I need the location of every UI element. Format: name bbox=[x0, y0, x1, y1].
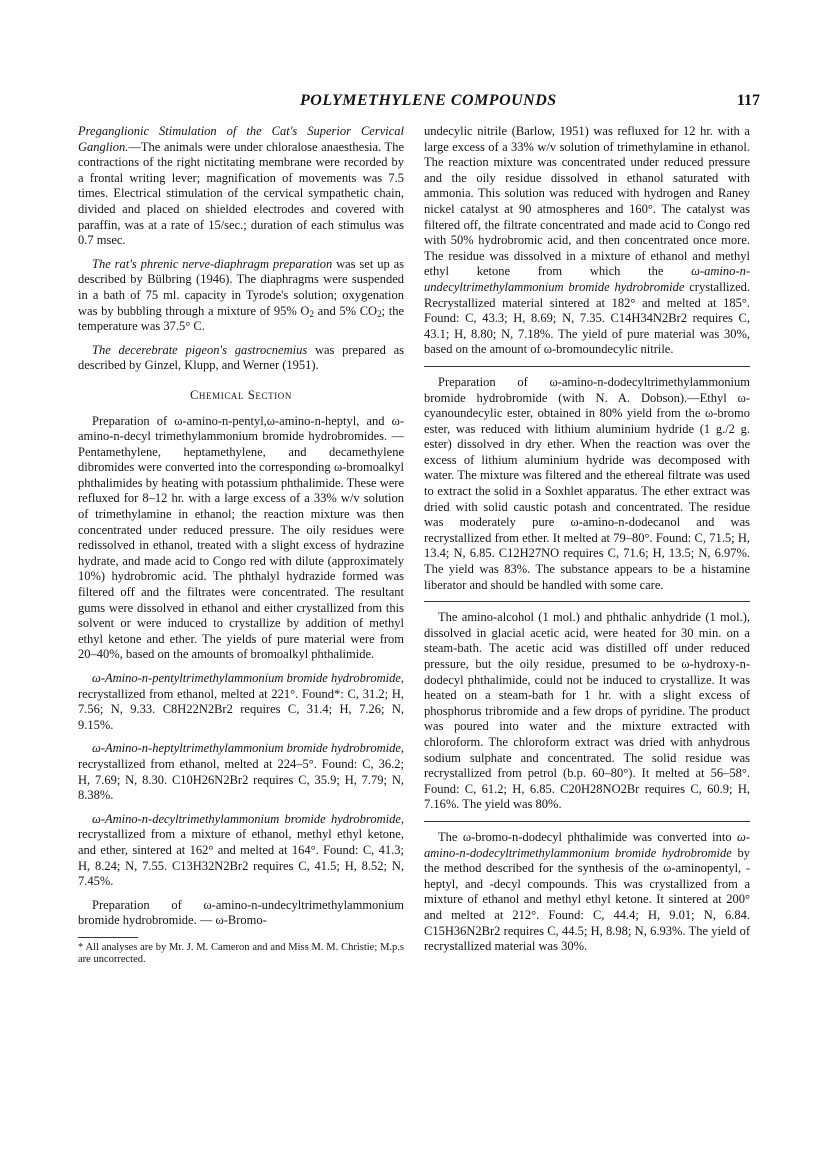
right-column bbox=[424, 124, 750, 963]
paragraph-divider bbox=[424, 366, 750, 367]
paragraph-dodecyl-conversion bbox=[424, 830, 750, 955]
footnote: * All analyses are by Mr. J. M. Cameron and and Miss M. M. Christie; M.p.s are uncorrected. bbox=[78, 941, 404, 966]
paragraph-body: The ω-bromo-n-dodecyl phthalimide was converted into bbox=[438, 829, 737, 844]
compound-name: ω-amino-n-undecyltrimethylammonium bromide hydrobromide bbox=[424, 264, 750, 294]
paragraph-body: by the method described for the synthesis of the ω-aminopentyl, -heptyl, and -decyl compounds. This was crystallized from a mixture of ethanol and methyl ethyl ketone. It sintered at 200° and melted at 212°. Found: C, 44.4; H, 9.01; N, 6.84. C15H36N2Br2 requires C, 44.5; H, 8.98; N, 6.93%. The yield of recrystallized material was 30%. bbox=[424, 845, 750, 954]
paragraph-body: and 5% CO bbox=[313, 303, 378, 318]
paragraph-decyl bbox=[78, 812, 404, 890]
paragraph-amino-alcohol: The amino-alcohol (1 mol.) and phthalic anhydride (1 mol.), dissolved in glacial acetic acid, were heated for 30 min. on a steam-bath. The acetic acid was distilled off under reduced pressure, but the oily residue, presumed to be ω-hydroxy-n-dodecyl phthalimide, could not be induced to crystallize. It was heated on a steam-bath for 1 hr. with a slight excess of phosphorus tribromide and a few drops of pyridine. The product was poured into water and the mixture extracted with chloroform. The chloroform extract was dried with anhydrous sodium sulphate and concentrated. The solid residue was recrystallized from petrol (b.p. 60–80°). It melted at 56–58°. Found: C, 61.2; H, 6.85. C20H28NO2Br requires C, 60.9; H, 7.16%. The yield was 80%. bbox=[424, 610, 750, 812]
page-header bbox=[60, 92, 760, 112]
compound-name: ω-Amino-n-pentyltrimethylammonium bromide hydrobromide bbox=[92, 671, 401, 685]
paragraph-preparation-general: Preparation of ω-amino-n-pentyl,ω-amino-n-heptyl, and ω-amino-n-decyl trimethylammonium bromide hydrobromides. — Pentamethylene, heptamethylene, and decamethylene dibromides were converted into the corresponding ω-bromoalkyl phthalimides by heating with potassium phthalimide. These were refluxed for 8–12 hr. with a large excess of a 33% w/v solution of trimethylamine in ethanol; the reaction mixture was then concentrated under reduced pressure. The oily residues were redissolved in ethanol, treated with a slight excess of hydrazine hydrate, and made acid to Congo red with dilute (approximately 10%) hydrobromic acid. The phthalyl hydrazide formed was filtered off and the filtrates were concentrated. The resultant gums were dissolved in ethanol and either crystallized from this solvent or were induced to crystallize by addition of methyl ethyl ketone and ether. The yields of pure material were from 20–40%, based on the amounts of bromoalkyl phthalimide. bbox=[78, 413, 404, 662]
paragraph-undecyl-continued bbox=[424, 124, 750, 358]
section-heading: Chemical Section bbox=[189, 387, 292, 402]
paragraph-undecyl-start: Preparation of ω-amino-n-undecyltrimethylammonium bromide hydrobromide. — ω-Bromo- bbox=[78, 897, 404, 928]
paragraph-body: ; the temperature was 37.5° C. bbox=[78, 303, 404, 334]
paragraph-lead: The rat's phrenic nerve-diaphragm preparation bbox=[92, 256, 333, 271]
compound-name: ω-Amino-n-decyltrimethylammonium bromide hydrobromide bbox=[92, 811, 401, 826]
paragraph-divider bbox=[424, 821, 750, 822]
paragraph-body: , recrystallized from a mixture of ethanol, methyl ethyl ketone, and ether, sintered at 162° and melted at 164°. Found: C, 41.3; H, 8.24; N, 7.55. C13H32N2Br2 requires C, 41.5; H, 8.52; N, 7.45%. bbox=[78, 811, 404, 889]
running-title: POLYMETHYLENE COMPOUNDS bbox=[300, 92, 557, 109]
paragraph-heptyl bbox=[78, 741, 404, 803]
paragraph-body: crystallized. Recrystallized material sintered at 182° and melted at 185°. Found: C, 43.3; H, 8.69; N, 7.35. C14H34N2Br2 requires C, 43.1; H, 8.80; N, 7.18%. The yield of pure material was 30%, based on the amount of ω-bromoundecylic nitrile. bbox=[424, 279, 750, 357]
footnote-divider bbox=[78, 937, 138, 938]
paragraph-dodecyl-preparation: Preparation of ω-amino-n-dodecyltrimethylammonium bromide hydrobromide (with N. A. Dobson).—Ethyl ω-cyanoundecylic ester, obtained in 80% yield from the ω-bromo ester, was reduced with lithium aluminium hydride (1 g./2 g. ester) dissolved in dry ether. When the reaction was over the excess of lithium aluminium hydride was decomposed with water. The mixture was filtered and the ethereal filtrate was used to extract the solid in a Soxhlet apparatus. The ether extract was dried with solid caustic potash and concentrated. The residue was moderately pure ω-amino-n-dodecanol and was recrystallized from ether. It melted at 79–80°. Found: C, 71.5; H, 13.4; N, 6.85. C12H27NO requires C, 71.6; H, 13.5; N, 6.97%. The yield was 83%. The substance appears to be a histamine liberator and should be handled with some care. bbox=[424, 374, 750, 592]
paragraph-pigeon bbox=[78, 343, 404, 374]
paragraph-body: —The animals were under chloralose anaesthesia. The contractions of the right nictitating membrane were recorded by a frontal writing lever; magnification of movements was 7.5 times. Electrical stimulation of the cervical sympathetic chain, divided and placed on shielded electrodes and covered with paraffin, was at a rate of 15/sec.; duration of each stimulus was 0.7 msec. bbox=[78, 139, 404, 248]
paragraph-body: , recrystallized from ethanol, melted at 224–5°. Found: C, 36.2; H, 7.69; N, 8.30. C10H26N2Br2 requires C, 35.9; H, 7.79; N, 8.38%. bbox=[78, 741, 404, 803]
paragraph-cat-ganglion bbox=[78, 124, 404, 249]
page-number: 117 bbox=[736, 92, 760, 109]
paragraph-lead: Preganglionic Stimulation of the Cat's Superior Cervical Ganglion. bbox=[78, 124, 404, 154]
paragraph-pentyl bbox=[78, 671, 404, 733]
paragraph-rat-diaphragm: The rat's phrenic nerve-diaphragm preparation was set up as described by Bülbring (1946). The diaphragms were suspended in a bath of 75 ml. capacity in Tyrode's solution; oxygenation was by bubbling through a mixture of 95% $O_2$ and 5% $CO_2$; the temperature was 37.5° C. bbox=[78, 256, 404, 334]
compound-name: ω-Amino-n-heptyltrimethylammonium bromide hydrobromide bbox=[92, 741, 401, 756]
compound-name: ω-amino-n-dodecyltrimethylammonium bromide hydrobromide bbox=[424, 829, 750, 860]
paragraph-body: was set up as described by Bülbring (1946). The diaphragms were suspended in a bath of 75 ml. capacity in Tyrode's solution; oxygenation was by bubbling through a mixture of 95% O bbox=[78, 256, 404, 318]
paragraph-lead: The decerebrate pigeon's gastrocnemius bbox=[92, 342, 308, 357]
paragraph-divider bbox=[424, 601, 750, 602]
paragraph-body: , recrystallized from ethanol, melted at 221°. Found*: C, 31.2; H, 7.56; N, 9.33. C8H22N2Br2 requires C, 31.4; H, 7.26; N, 9.15%. bbox=[78, 671, 404, 732]
paragraph-body: undecylic nitrile (Barlow, 1951) was refluxed for 12 hr. with a large excess of a 33% w/v solution of trimethylamine in ethanol. The reaction mixture was concentrated under reduced pressure and the oily residue dissolved in ethanol saturated with ammonia. This solution was reduced with hydrogen and Raney nickel catalyst at 90 atmospheres and 160°. The catalyst was filtered off, the filtrate concentrated and made acid to Congo red with 50% hydrobromic acid, and then concentrated once more. The residue was dissolved in a mixture of ethanol and methyl ethyl ketone from which the bbox=[424, 124, 750, 279]
paragraph-body: was prepared as described by Ginzel, Klupp, and Werner (1951). bbox=[78, 342, 404, 373]
left-column bbox=[78, 124, 404, 967]
